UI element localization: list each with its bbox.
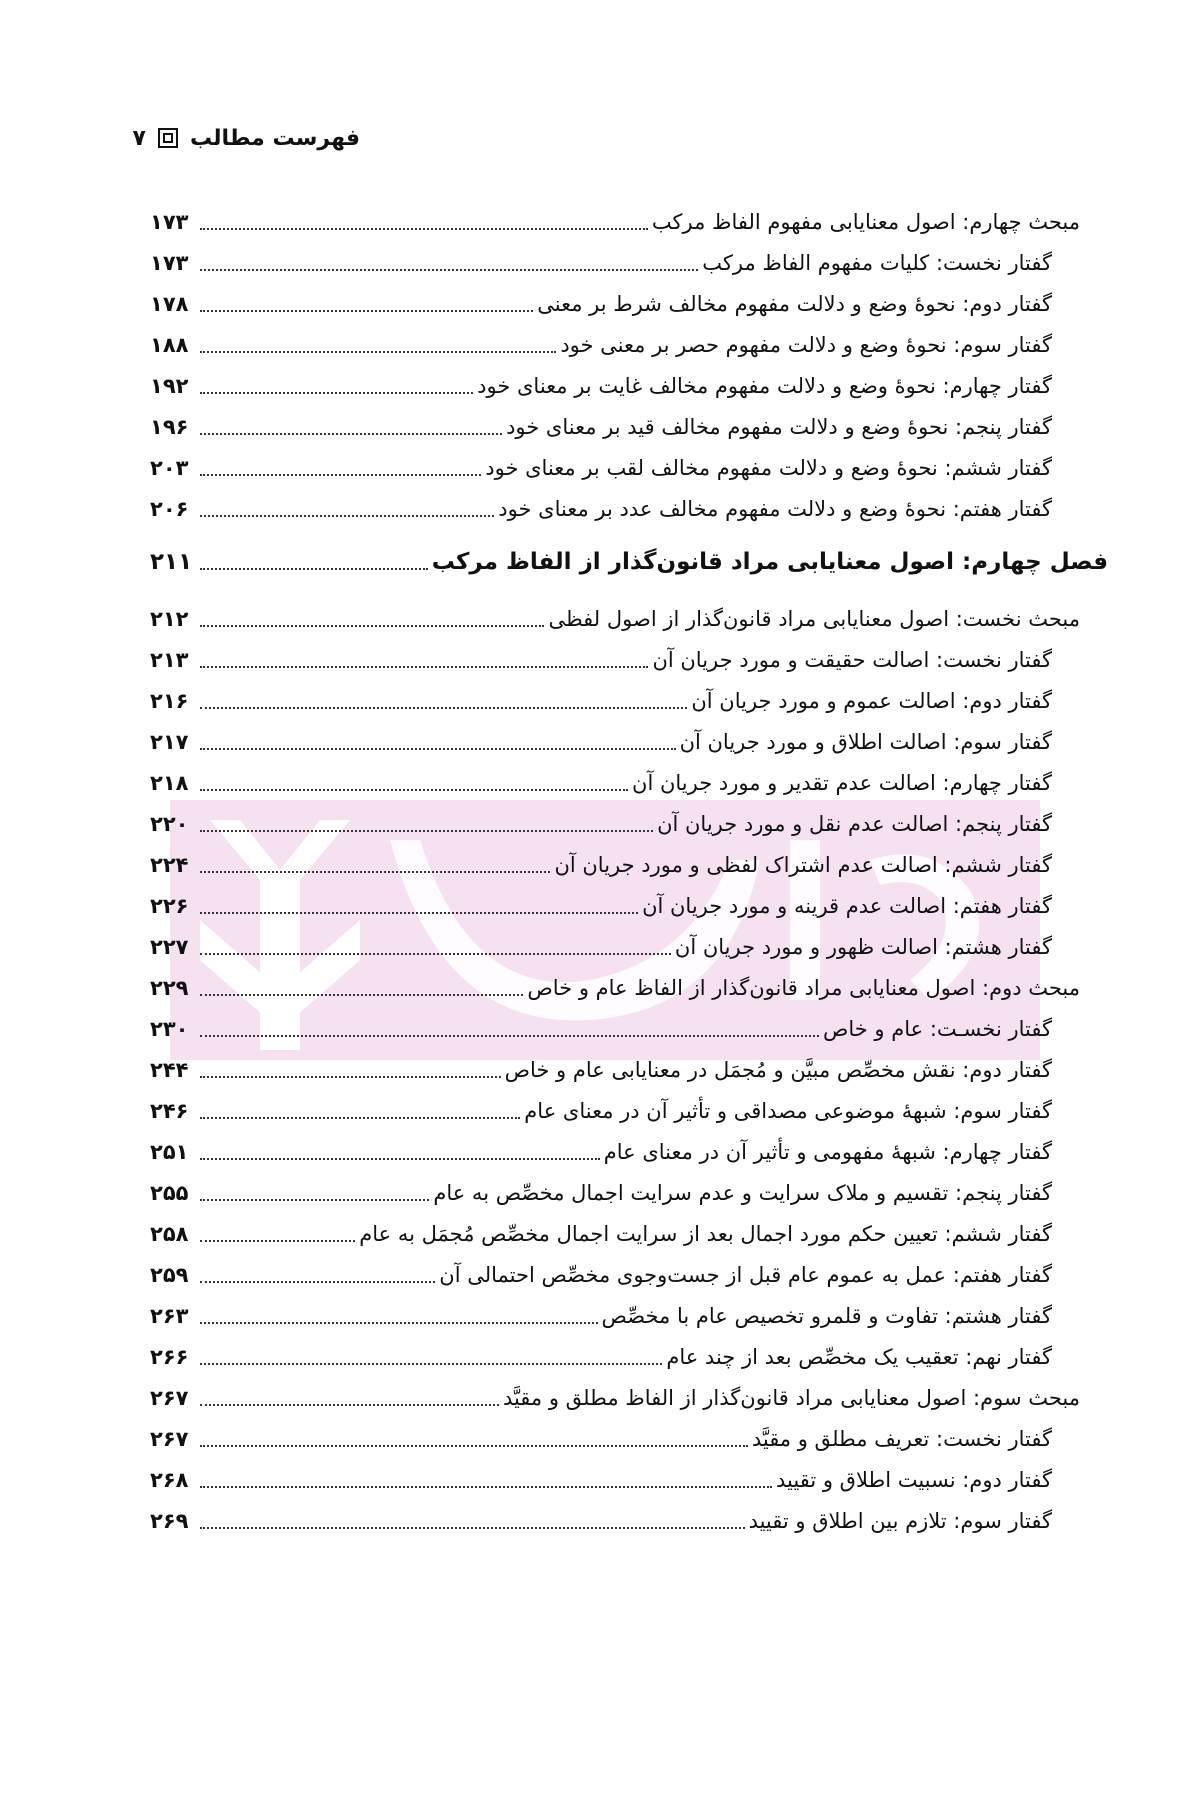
toc-entry-title: گفتار نخسـت: عام و خاص xyxy=(822,1017,1052,1041)
toc-entry-page: ۲۶۷ xyxy=(150,1386,189,1410)
toc-entry-title: گفتار هفتم: عمل به عموم عام قبل از جست‌وجوی مخصِّص احتمالی آن xyxy=(439,1263,1052,1287)
toc-entry-page: ۱۹۲ xyxy=(150,374,189,398)
dot-leader xyxy=(200,789,628,791)
dot-leader xyxy=(200,912,638,914)
toc-entry-title: گفتار سوم: نحوهٔ وضع و دلالت مفهوم حصر بر معنی خود xyxy=(560,333,1052,357)
toc-entry-page: ۱۹۶ xyxy=(150,415,189,439)
toc-entry-title: گفتار نخست: اصالت حقیقت و مورد جریان آن xyxy=(652,648,1052,672)
toc-row xyxy=(150,1417,1052,1461)
dot-leader xyxy=(200,1117,520,1119)
toc-entry-title: گفتار ششم: اصالت عدم اشتراک لفظی و مورد جریان آن xyxy=(554,853,1052,877)
toc-entry-page: ۲۵۸ xyxy=(150,1222,189,1246)
toc-entry-title: گفتار سوم: شبههٔ موضوعی مصداقی و تأثیر آن در معنای عام xyxy=(524,1099,1052,1123)
toc-row-chapter xyxy=(150,540,1108,584)
toc-entry-page: ۲۰۳ xyxy=(150,456,189,480)
toc-entry-page: ۲۵۹ xyxy=(150,1263,189,1287)
toc-entry-page: ۱۷۳ xyxy=(150,210,189,234)
dot-leader xyxy=(200,666,648,668)
toc-entry-page: ۲۱۳ xyxy=(150,648,189,672)
toc-row xyxy=(150,925,1052,969)
dot-leader xyxy=(200,953,671,955)
toc-entry-title: گفتار چهارم: شبههٔ مفهومی و تأثیر آن در معنای عام xyxy=(603,1140,1052,1164)
dot-leader xyxy=(200,1199,429,1201)
toc-entry-title: گفتار هفتم: اصالت عدم قرینه و مورد جریان آن xyxy=(642,894,1052,918)
toc-row xyxy=(150,966,1080,1010)
page-header xyxy=(120,116,360,160)
toc-row xyxy=(150,1335,1052,1379)
toc-entry-title: گفتار ششم: نحوهٔ وضع و دلالت مفهوم مخالف لقب بر معنای خود xyxy=(485,456,1052,480)
toc-entry-page: ۲۶۸ xyxy=(150,1468,189,1492)
toc-entry-page: ۲۶۷ xyxy=(150,1427,189,1451)
toc-entry-title: مبحث دوم: اصول معنایابی مراد قانون‌گذار از الفاظ عام و خاص xyxy=(527,976,1080,1000)
toc-row xyxy=(150,1171,1052,1215)
toc-row xyxy=(150,364,1052,408)
dot-leader xyxy=(200,351,556,353)
toc-row xyxy=(150,638,1052,682)
dot-leader xyxy=(200,474,481,476)
toc-entry-page: ۲۴۶ xyxy=(150,1099,189,1123)
toc-entry-title: گفتار هشتم: تفاوت و قلمرو تخصیص عام با مخصِّص xyxy=(601,1304,1052,1328)
toc-entry-page: ۲۵۱ xyxy=(150,1140,189,1164)
toc-entry-page: ۲۲۹ xyxy=(150,976,189,1000)
dot-leader xyxy=(200,568,428,570)
toc-entry-title: مبحث نخست: اصول معنایابی مراد قانون‌گذار از اصول لفظی xyxy=(548,607,1080,631)
toc-entry-title: گفتار نهم: تعقیب یک مخصِّص بعد از چند عام xyxy=(666,1345,1052,1369)
toc-entry-page: ۱۷۳ xyxy=(150,251,189,275)
dot-leader xyxy=(200,1076,501,1078)
toc-row xyxy=(150,802,1052,846)
toc-entry-title: گفتار پنجم: نحوهٔ وضع و دلالت مفهوم مخالف قید بر معنای خود xyxy=(506,415,1052,439)
toc-row xyxy=(150,282,1052,326)
dot-leader xyxy=(200,392,473,394)
toc-entry-page: ۲۱۷ xyxy=(150,730,189,754)
toc-row xyxy=(150,241,1052,285)
toc-entry-title: گفتار هشتم: اصالت ظهور و مورد جریان آن xyxy=(674,935,1052,959)
toc-entry-page: ۲۶۹ xyxy=(150,1509,189,1533)
dot-leader xyxy=(200,433,502,435)
dot-leader xyxy=(200,1240,355,1242)
toc-row xyxy=(150,446,1052,490)
toc-entry-page: ۱۸۸ xyxy=(150,333,189,357)
toc-entry-title: گفتار سوم: تلازم بین اطلاق و تقیید xyxy=(748,1509,1052,1533)
dot-leader xyxy=(200,310,533,312)
dot-leader xyxy=(200,830,653,832)
toc-row xyxy=(150,597,1080,641)
toc-entry-title: گفتار دوم: نحوهٔ وضع و دلالت مفهوم مخالف شرط بر معنی xyxy=(537,292,1052,316)
toc-entry-title: مبحث چهارم: اصول معنایابی مفهوم الفاظ مرکب xyxy=(651,210,1080,234)
dot-leader xyxy=(200,269,698,271)
toc-row xyxy=(150,1212,1052,1256)
toc-row xyxy=(150,1458,1052,1502)
toc-entry-page: ۲۱۸ xyxy=(150,771,189,795)
header-title: فهرست مطالب xyxy=(189,125,360,151)
toc-row xyxy=(150,487,1052,531)
toc-entry-title: گفتار ششم: تعیین حکم مورد اجمال بعد از سرایت اجمال مخصِّص مُجمَل به عام xyxy=(359,1222,1052,1246)
toc-entry-title: گفتار چهارم: اصالت عدم تقدیر و مورد جریان آن xyxy=(632,771,1052,795)
dot-leader xyxy=(200,994,523,996)
toc-row xyxy=(150,761,1052,805)
toc-row xyxy=(150,884,1052,928)
square-bullet-icon xyxy=(158,128,178,148)
dot-leader xyxy=(200,228,648,230)
toc-entry-page: ۱۷۸ xyxy=(150,292,189,316)
toc-row xyxy=(150,1294,1052,1338)
toc-entry-title: گفتار دوم: نسبیت اطلاق و تقیید xyxy=(776,1468,1052,1492)
toc-entry-page: ۲۲۶ xyxy=(150,894,189,918)
dot-leader xyxy=(200,1363,662,1365)
toc-entry-title: گفتار پنجم: تقسیم و ملاک سرایت و عدم سرایت اجمال مخصِّص به عام xyxy=(433,1181,1052,1205)
toc-entry-title: گفتار دوم: نقش مخصِّص مبیَّن و مُجمَل در معنایابی عام و خاص xyxy=(504,1058,1052,1082)
toc-entry-page: ۲۵۵ xyxy=(150,1181,189,1205)
toc-entry-title: گفتار هفتم: نحوهٔ وضع و دلالت مفهوم مخالف عدد بر معنای خود xyxy=(498,497,1052,521)
toc-row xyxy=(150,1130,1052,1174)
dot-leader xyxy=(200,1281,435,1283)
toc-row xyxy=(150,1253,1052,1297)
toc-entry-title: گفتار نخست: کلیات مفهوم الفاظ مرکب xyxy=(702,251,1052,275)
toc-entry-page: ۲۳۰ xyxy=(150,1017,189,1041)
toc-row xyxy=(150,1089,1052,1133)
toc-row xyxy=(150,679,1052,723)
toc-row xyxy=(150,720,1052,764)
header-page-number: ۷ xyxy=(132,125,146,151)
dot-leader xyxy=(200,625,544,627)
dot-leader xyxy=(200,748,676,750)
toc-entry-title: مبحث سوم: اصول معنایابی مراد قانون‌گذار از الفاظ مطلق و مقیَّد xyxy=(502,1386,1080,1410)
toc-entry-title: گفتار پنجم: اصالت عدم نقل و مورد جریان آن xyxy=(657,812,1052,836)
toc-entry-page: ۲۲۷ xyxy=(150,935,189,959)
toc-row xyxy=(150,843,1052,887)
toc-entry-page: ۲۱۲ xyxy=(150,607,189,631)
toc-entry-title: گفتار چهارم: نحوهٔ وضع و دلالت مفهوم مخالف غایت بر معنای خود xyxy=(477,374,1052,398)
dot-leader xyxy=(200,871,550,873)
toc-entry-page: ۲۲۴ xyxy=(150,853,189,877)
toc-entry-title: فصل چهارم: اصول معنایابی مراد قانون‌گذار از الفاظ مرکب xyxy=(431,549,1108,575)
toc-entry-page: ۲۴۴ xyxy=(150,1058,189,1082)
dot-leader xyxy=(200,1486,772,1488)
dot-leader xyxy=(200,1527,745,1529)
toc-entry-page: ۲۱۶ xyxy=(150,689,189,713)
toc-entry-page: ۲۶۳ xyxy=(150,1304,189,1328)
toc-entry-page: ۲۰۶ xyxy=(150,497,189,521)
toc-entry-page: ۲۱۱ xyxy=(150,549,193,575)
toc-row xyxy=(150,200,1080,244)
dot-leader xyxy=(200,515,494,517)
toc-entry-page: ۲۲۰ xyxy=(150,812,189,836)
toc-entry-page: ۲۶۶ xyxy=(150,1345,189,1369)
dot-leader xyxy=(200,1322,598,1324)
toc-row xyxy=(150,1376,1080,1420)
dot-leader xyxy=(200,707,687,709)
dot-leader xyxy=(200,1445,748,1447)
toc-row xyxy=(150,323,1052,367)
dot-leader xyxy=(200,1404,499,1406)
toc-row xyxy=(150,1499,1052,1543)
toc-row xyxy=(150,1048,1052,1092)
toc-row xyxy=(150,405,1052,449)
toc-entry-title: گفتار نخست: تعریف مطلق و مقیَّد xyxy=(751,1427,1052,1451)
toc-row xyxy=(150,1007,1052,1051)
dot-leader xyxy=(200,1035,819,1037)
toc-entry-title: گفتار دوم: اصالت عموم و مورد جریان آن xyxy=(691,689,1052,713)
toc-entry-title: گفتار سوم: اصالت اطلاق و مورد جریان آن xyxy=(679,730,1052,754)
dot-leader xyxy=(200,1158,600,1160)
